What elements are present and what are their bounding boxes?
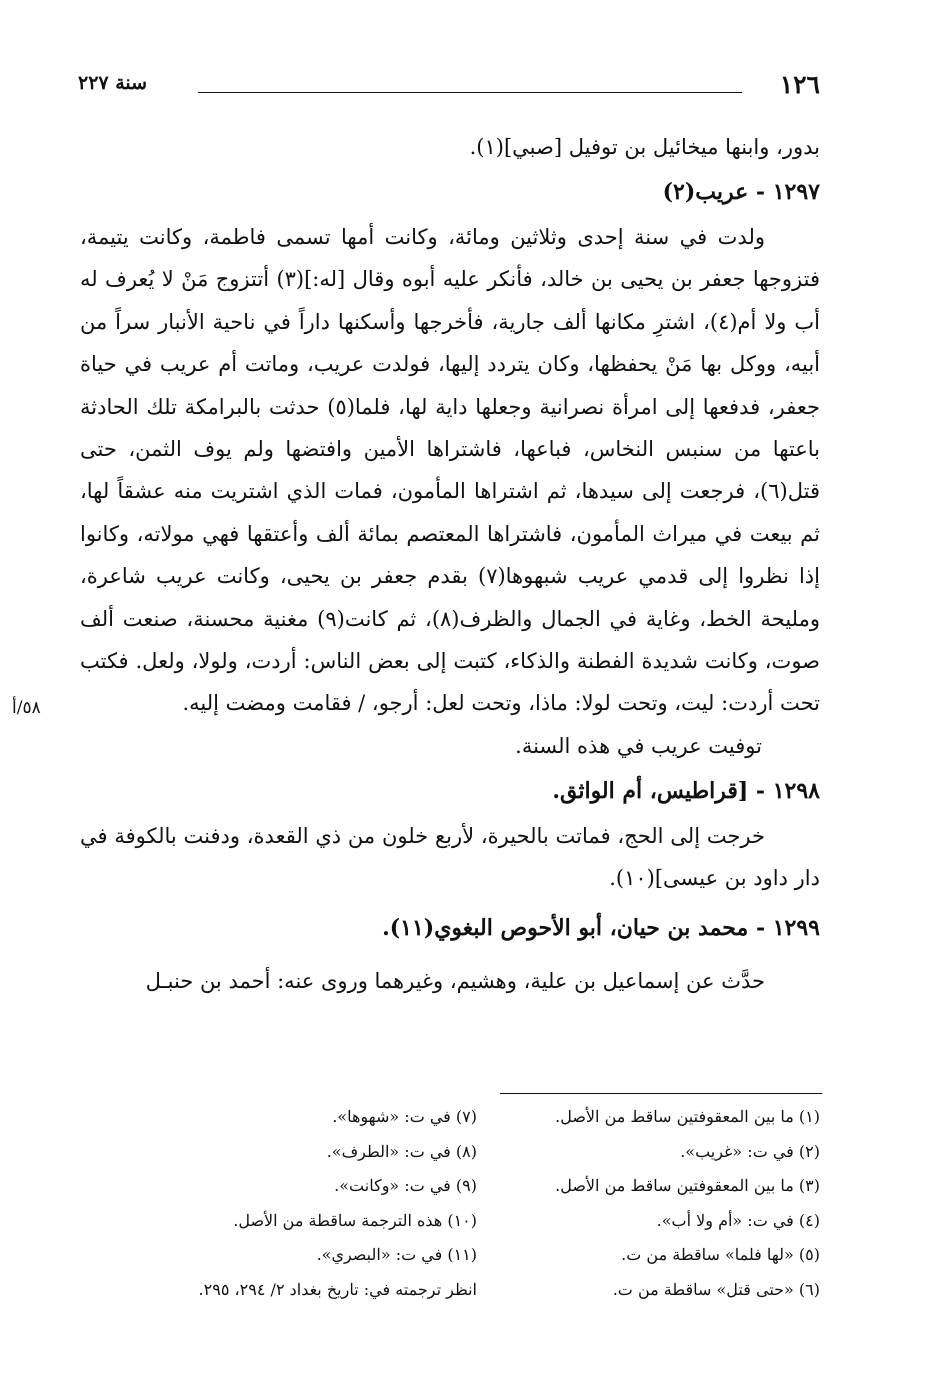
footnote-4: (٤) في ت: «أم ولا أب».	[656, 1210, 820, 1230]
footnote-10: (١٠) هذه الترجمة ساقطة من الأصل.	[233, 1210, 477, 1230]
continuation-line: بدور، وابنها ميخائيل بن توفيل [صبي](١).	[469, 135, 820, 159]
entry-first-line-1299: حدَّث عن إسماعيل بن علية، وهشيم، وغيرهما وروى عنه: أحمد بن حنبـل	[145, 968, 765, 993]
entry-title-1299: ١٢٩٩ - محمد بن حيان، أبو الأحوص البغوي(١١).	[382, 914, 820, 941]
running-head-year: سنة ٢٢٧	[78, 72, 148, 94]
entry-paragraph-1298: خرجت إلى الحج، فماتت بالحيرة، لأربع خلون من ذي القعدة، ودفنت بالكوفة في دار داود بن عيسى](١٠).	[80, 823, 820, 891]
header-rule	[198, 92, 742, 93]
footnote-5: (٥) «لها فلما» ساقطة من ت.	[621, 1245, 820, 1264]
footnote-3: (٣) ما بين المعقوفتين ساقط من الأصل.	[555, 1176, 820, 1195]
footnote-1: (١) ما بين المعقوفتين ساقط من الأصل.	[555, 1107, 820, 1126]
footnote-2: (٢) في ت: «غريب».	[680, 1141, 820, 1161]
page-header	[78, 70, 820, 106]
page-number: ١٢٦	[779, 70, 820, 99]
footnote-9: (٩) في ت: «وكانت».	[334, 1176, 477, 1195]
footnote-8: (٨) في ت: «الطرف».	[326, 1141, 477, 1161]
footnote-11: (١١) في ت: «البصري».	[316, 1245, 477, 1264]
footnotes-right-column	[500, 1100, 820, 1307]
main-text	[80, 126, 820, 1002]
entry-paragraph-1297: ولدت في سنة إحدى وثلاثين ومائة، وكانت أمها تسمى فاطمة، وكانت يتيمة، فتزوجها جعفر بن يحيى بن خالد، فأنكر عليه أبوه وقال [له:](٣) أتتزوج مَنْ لا يُعرف له أب ولا أم(٤)، اشترِ مكانها ألف جارية، فأخرجها وأسكنها داراً في ناحية الأنبار سراً من أبيه، ووكل بها مَنْ يحفظها، وكان يتردد إليها، فولدت عريب، وماتت أم عريب في حياة جعفر، فدفعها إلى امرأة نصرانية وجعلها داية لها، فلما(٥) حدثت بالبرامكة تلك الحادثة باعتها من سنبس النخاس، فباعها، فاشتراها الأمين وافتضها ولم يوف الثمن، حتى قتل(٦)، فرجعت إلى سيدها، ثم اشتراها المأمون، فمات الذي اشتريت منه عشقاً لها، ثم بيعت في ميراث المأمون، فاشتراها المعتصم بمائة ألف وأعتقها فهي مولاته، وكانوا إذا نظروا إلى قدمي عريب شبهوها(٧) بقدم جعفر بن يحيى، وكانت عريب شاعرة، ومليحة الخط، وغاية في الجمال والظرف(٨)، ثم كانت(٩) مغنية محسنة، صنعت ألف صوت، وكانت شديدة الفطنة والذكاء، كتبت إلى بعض الناس: أردت، ولولا، ولعل. فكتب تحت أردت: ليت، وتحت لولا: ماذا، وتحت لعل: أرجو، / فقامت ومضت إليه.	[80, 225, 820, 716]
entry-title-1298: ١٢٩٨ - [قراطيس، أم الواثق.	[552, 777, 820, 804]
footnote-rule	[500, 1093, 822, 1094]
footnote-11-reference: انظر ترجمته في: تاريخ بغداد ٢/ ٢٩٤، ٢٩٥.	[198, 1279, 477, 1299]
death-note-1297: توفيت عريب في هذه السنة.	[515, 733, 762, 758]
footnotes-left-column	[117, 1100, 477, 1307]
entry-title-1297: ١٢٩٧ - عريب(٢)	[662, 179, 820, 205]
manuscript-folio-note: ٥٨/أ	[12, 698, 41, 718]
footnote-6: (٦) «حتى قتل» ساقطة من ت.	[612, 1279, 820, 1299]
footnote-7: (٧) في ت: «شهوها».	[332, 1107, 477, 1126]
